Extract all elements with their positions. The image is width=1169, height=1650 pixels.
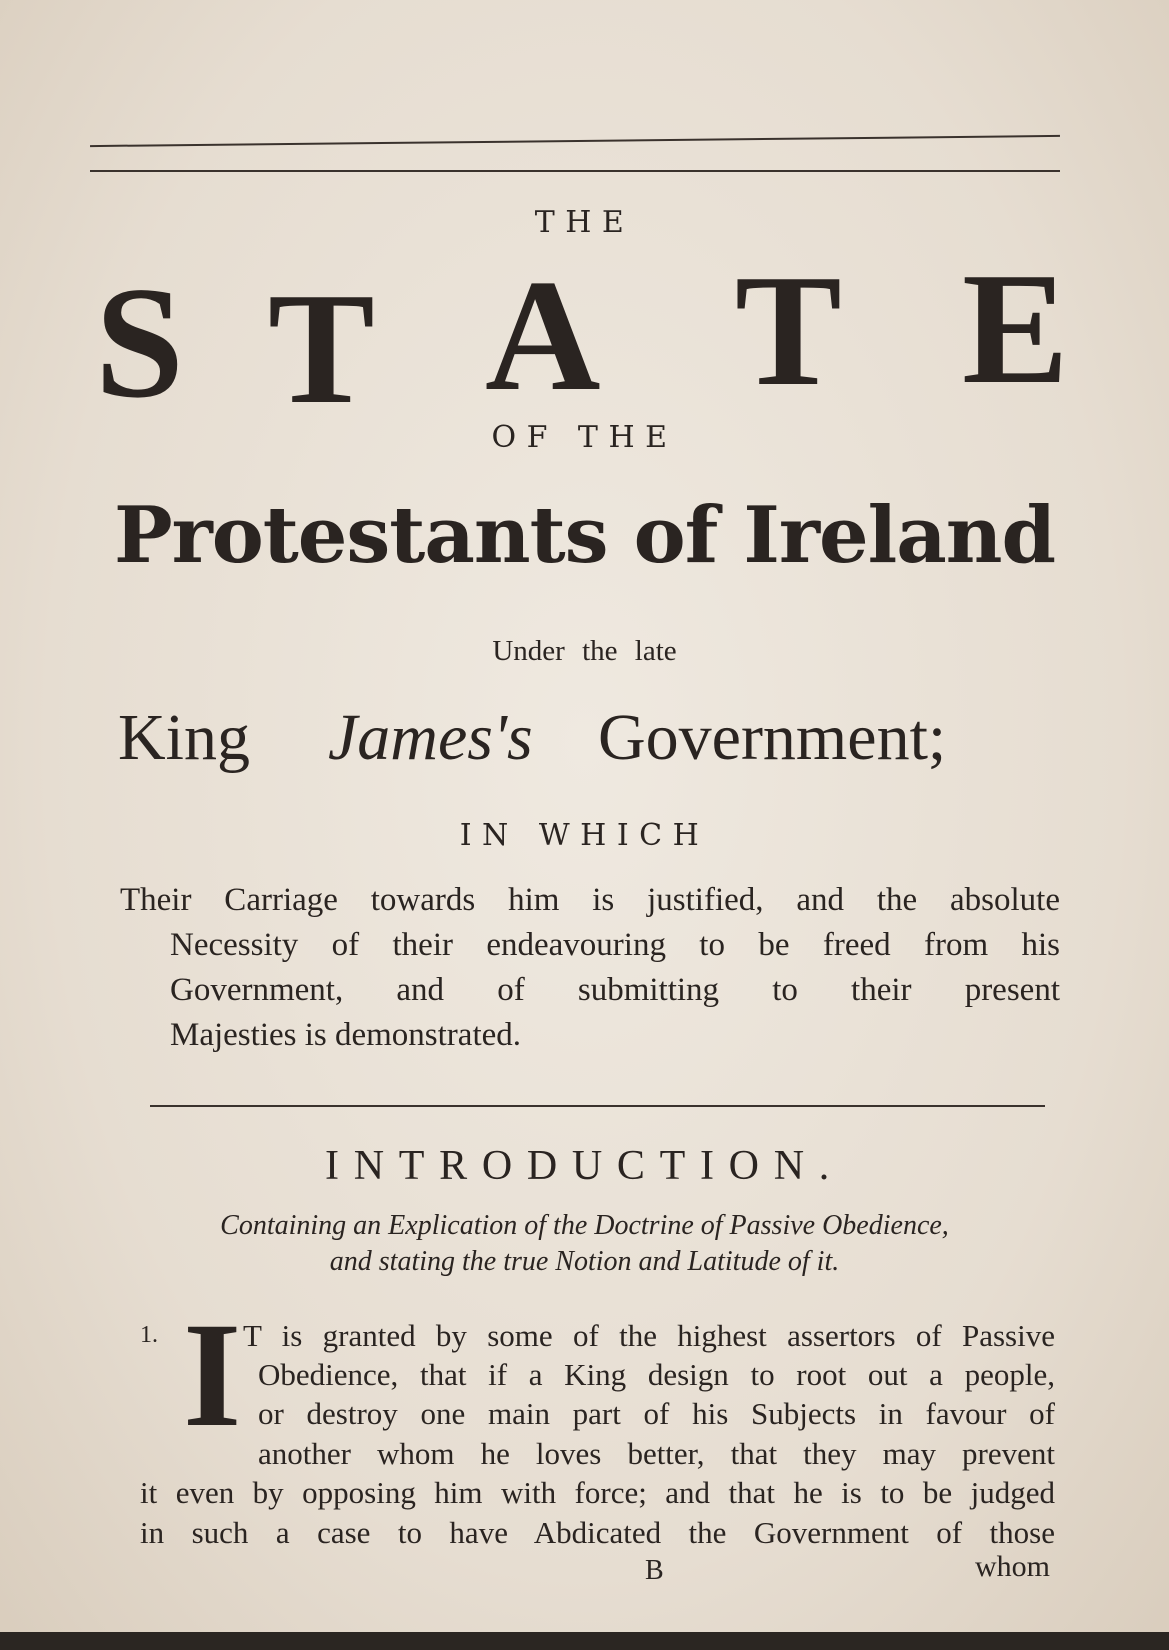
subtitle-line: Containing an Explication of the Doctrine of Passive Obedience, [220, 1210, 949, 1241]
title-protestants-of-ireland: Protestants of Ireland [113, 490, 1056, 581]
signature-mark: B [645, 1555, 664, 1586]
state-letter: E [962, 239, 1069, 417]
body-line: T is granted by some of the highest assertors of Passive [243, 1318, 1055, 1353]
body-line: Obedience, that if a King design to root out a people, [258, 1357, 1055, 1392]
subtitle-line: and stating the true Notion and Latitude of it. [329, 1246, 840, 1277]
drop-cap: I [183, 1292, 242, 1458]
summary-line: Majesties is demonstrated. [170, 1017, 522, 1053]
title-the: THE [534, 205, 635, 240]
paragraph-number: 1. [140, 1322, 158, 1348]
page-bottom-edge [0, 1632, 1169, 1650]
body-line: in such a case to have Abdicated the Government of those [140, 1515, 1055, 1550]
king-word: King [118, 701, 250, 774]
state-letter: T [268, 259, 375, 437]
government-word: Government; [598, 701, 947, 774]
introduction-heading: INTRODUCTION. [325, 1143, 844, 1189]
top-rule-lower [90, 170, 1060, 172]
summary-line: Necessity of their endeavouring to be freed from his [170, 927, 1060, 963]
title-in-which: IN WHICH [459, 818, 710, 853]
state-letter: A [485, 246, 601, 424]
title-of-the: OF THE [491, 420, 678, 455]
summary-line: Their Carriage towards him is justified, and the absolute [120, 882, 1060, 918]
introduction-subtitle [0, 1208, 1169, 1280]
title-under-the-late: Under the late [492, 635, 677, 667]
body-line: it even by opposing him with force; and that he is to be judged [140, 1475, 1055, 1510]
state-letter: T [735, 241, 842, 419]
catchword: whom [975, 1550, 1050, 1583]
summary-line: Government, and of submitting to their present [170, 972, 1060, 1008]
james-word: James's [328, 701, 533, 774]
body-line: or destroy one main part of his Subjects in favour of [258, 1396, 1055, 1431]
state-letter: S [95, 253, 184, 431]
mid-rule [150, 1105, 1045, 1107]
body-line: another whom he loves better, that they may prevent [258, 1436, 1055, 1471]
top-rule [90, 135, 1060, 147]
